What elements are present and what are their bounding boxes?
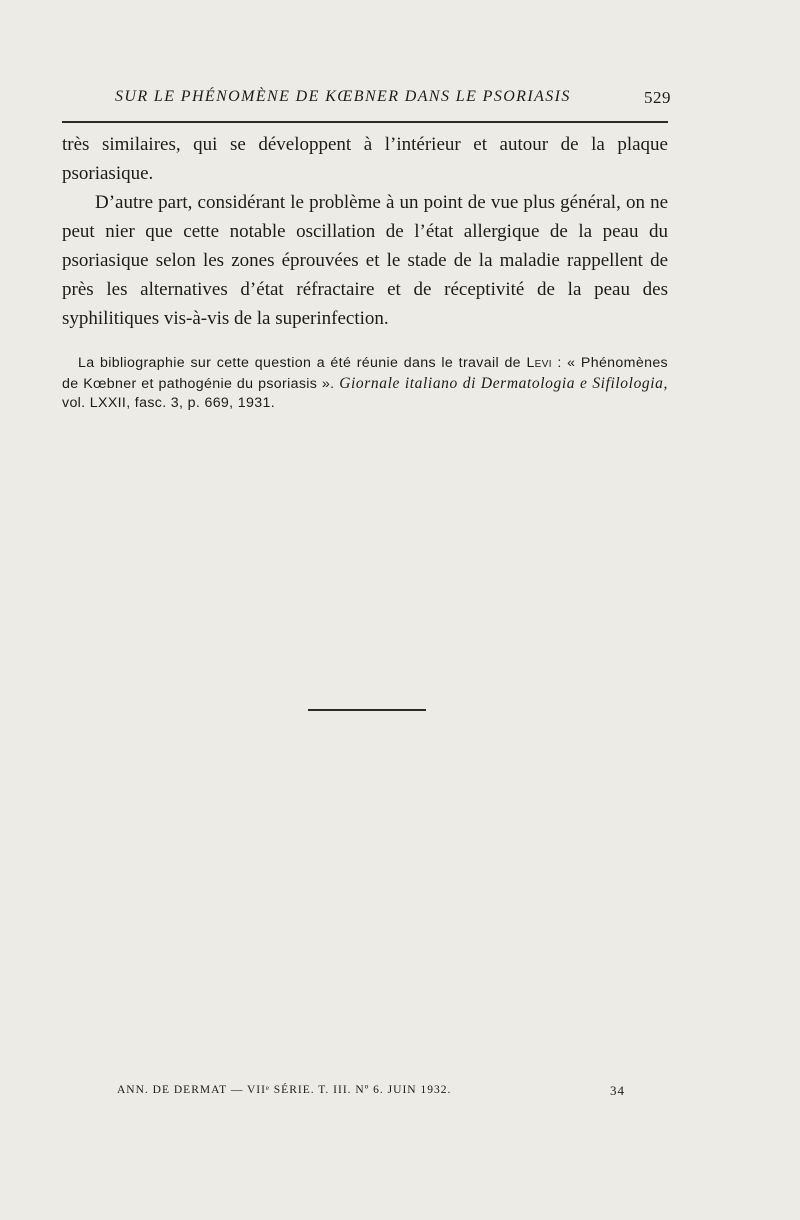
running-title: SUR LE PHÉNOMÈNE DE KŒBNER DANS LE PSORIASIS: [115, 88, 571, 105]
bibliography-citation: vol. LXXII, fasc. 3, p. 669, 1931.: [62, 395, 276, 411]
page-footer: [117, 1084, 625, 1104]
bibliography-journal: Giornale italiano di Dermatologia e Sifilologia,: [339, 374, 668, 392]
page-header: [115, 88, 671, 112]
header-rule: [62, 121, 668, 123]
footer-citation: ANN. DE DERMAT — VIIᵉ SÉRIE. T. III. Nº 6. JUIN 1932.: [117, 1084, 452, 1096]
page-number: 529: [644, 88, 671, 107]
bibliography-intro: La bibliographie sur cette question a été réunie dans le travail de: [78, 355, 527, 371]
end-rule: [308, 709, 426, 711]
bibliography-author: Levi: [526, 355, 552, 371]
paragraph: très similaires, qui se développent à l’intérieur et autour de la plaque psoriasique.: [62, 134, 668, 184]
signature-mark: 34: [610, 1083, 625, 1098]
paragraph: D’autre part, considérant le problème à un point de vue plus général, on ne peut nier que cette notable oscillation de l’état allergique de la peau du psoriasique selon les zones éprouvées et le stade de la maladie rappellent de près les alternatives d’état réfractaire et de réceptivité de la peau des syphilitiques vis-à-vis de la superinfection.: [62, 192, 668, 329]
body-text: [62, 130, 668, 333]
bibliography-note: [62, 354, 668, 414]
bibliography-title: : « Phénomènes de Kœbner et pathogénie du psoriasis ».: [62, 355, 668, 392]
